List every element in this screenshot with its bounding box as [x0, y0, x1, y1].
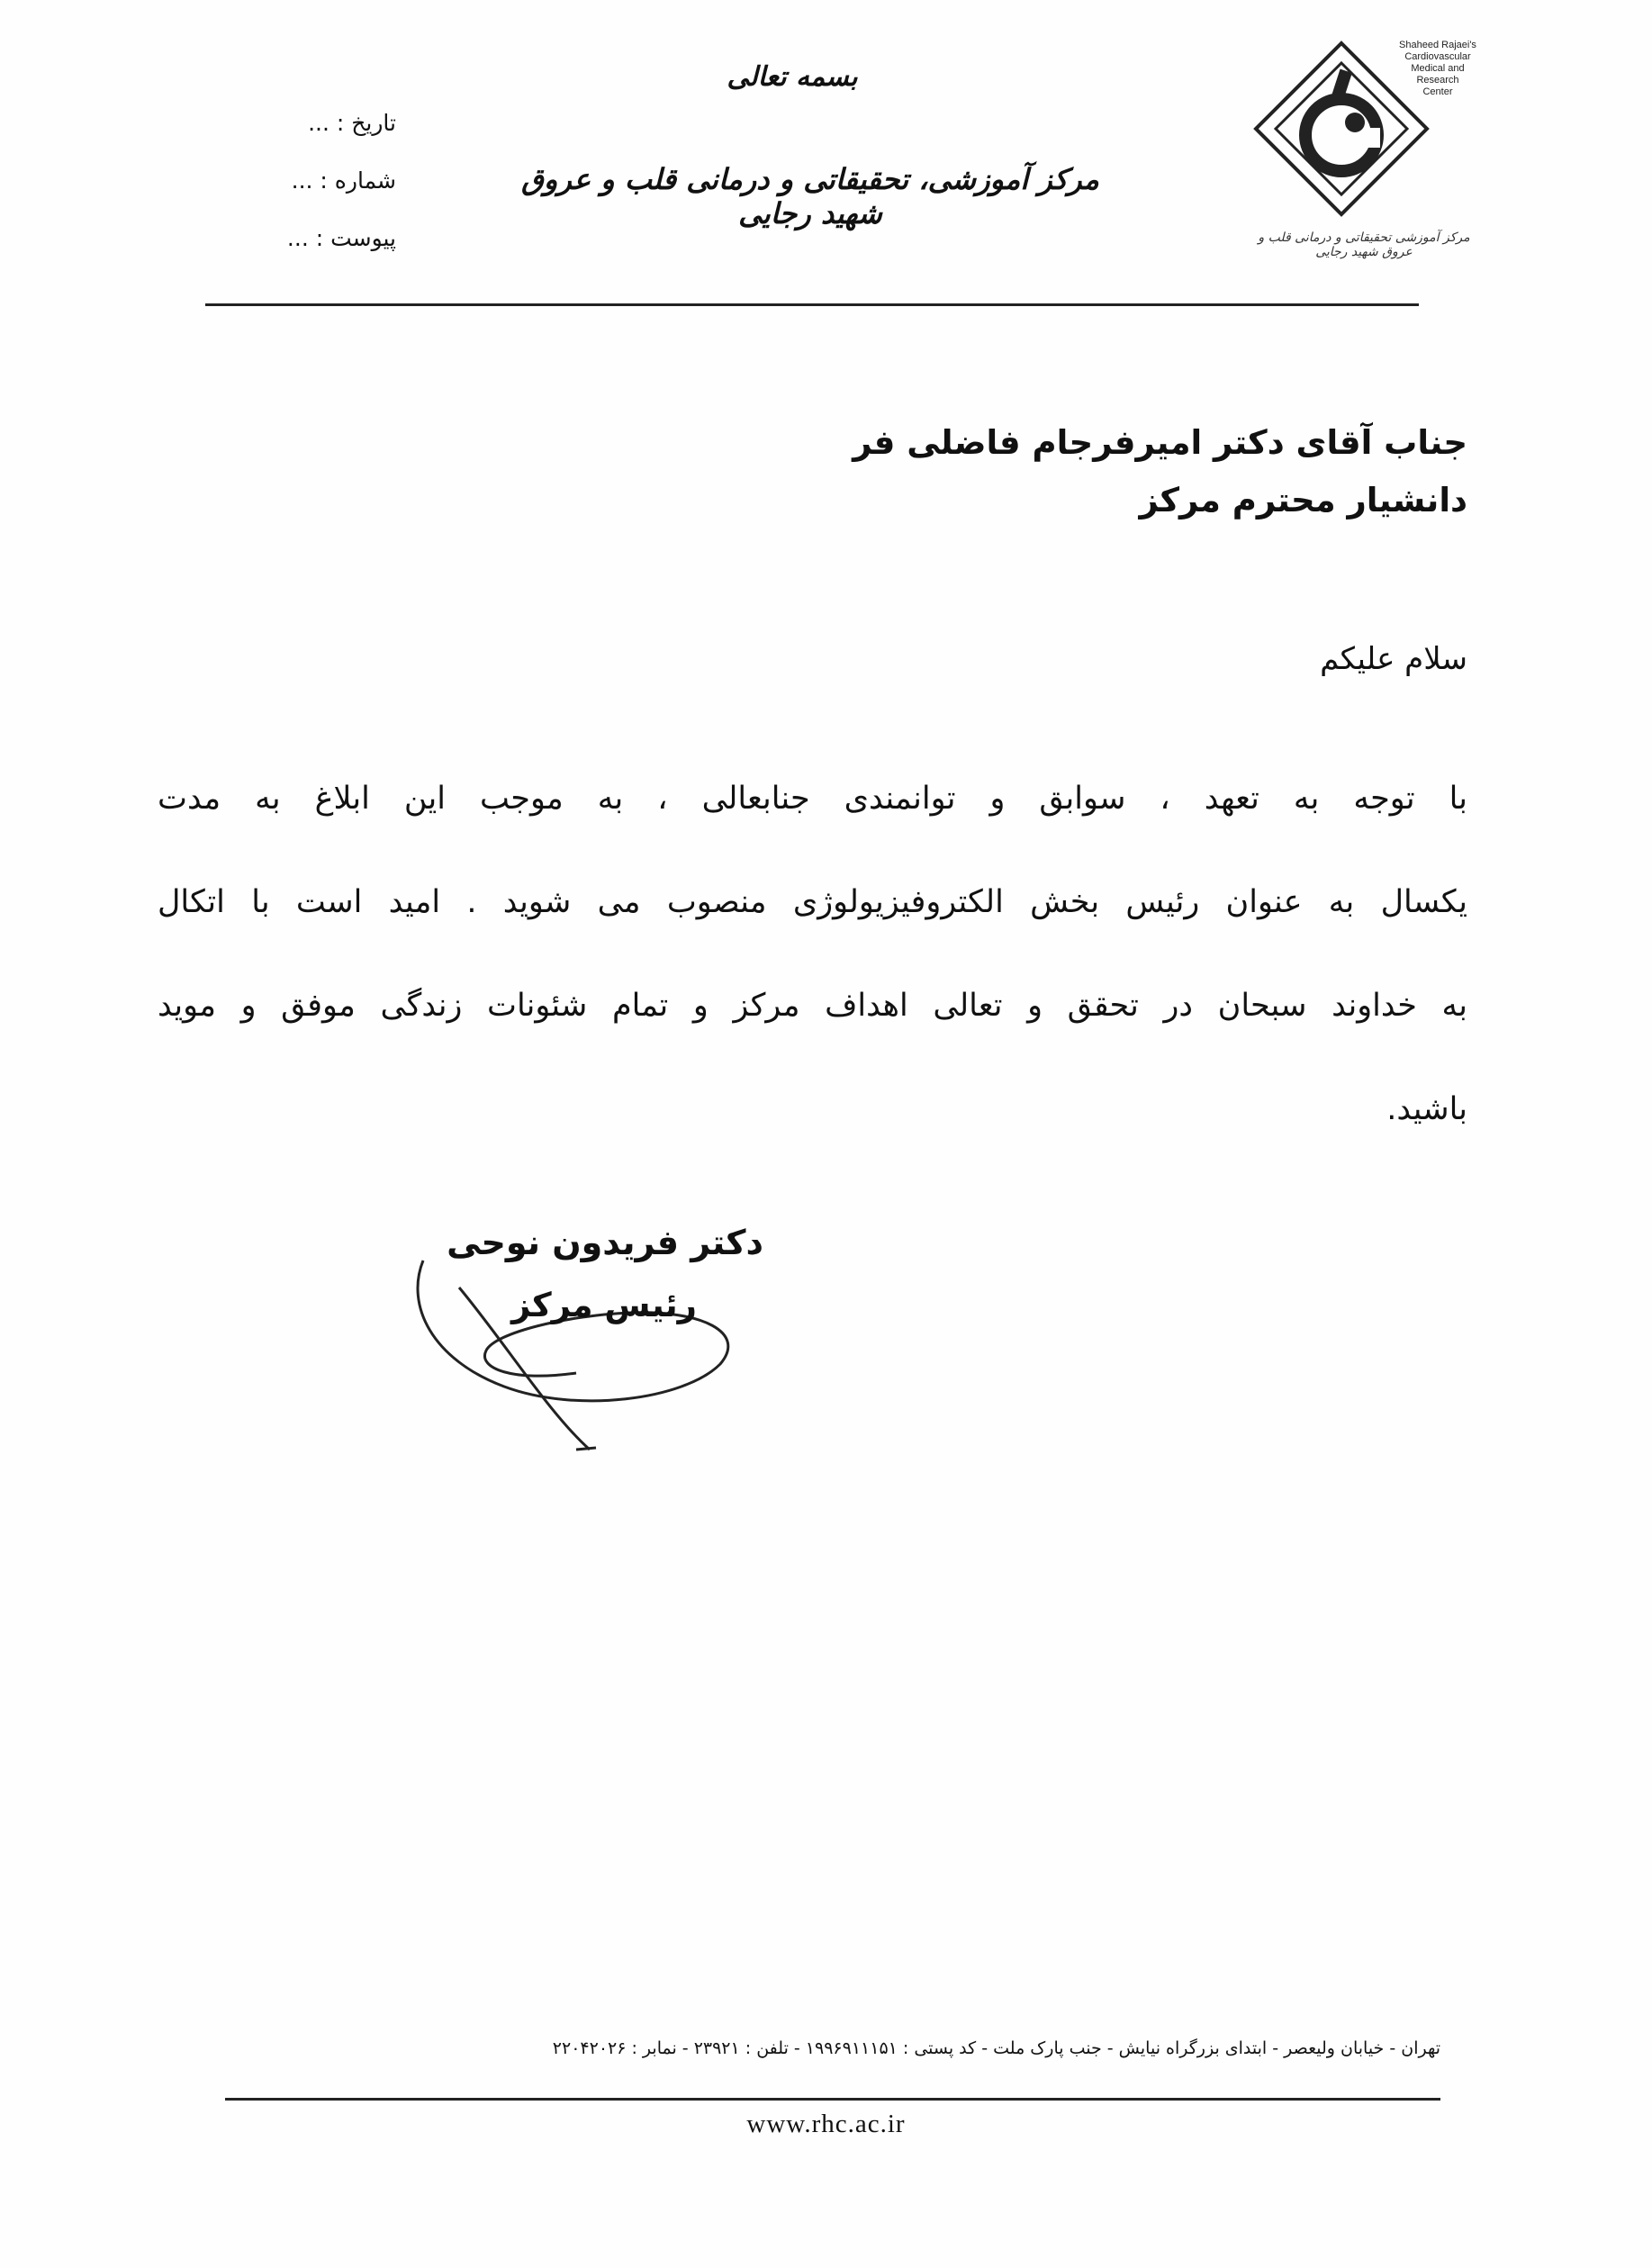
date-field: تاریخ : ... [308, 110, 396, 136]
greeting: سلام علیکم [1320, 641, 1467, 677]
header-divider [205, 303, 1419, 306]
attachment-field: پیوست : ... [286, 225, 396, 251]
logo-persian-text: مرکز آموزشی تحقیقاتی و درمانی قلب و عروق شهید رجایی [1258, 230, 1470, 259]
letter-body [158, 747, 1467, 1161]
basmala-heading: بسمه تعالی [727, 61, 858, 93]
signatory-name: دکتر فریدون نوحی [447, 1223, 763, 1262]
footer-divider [225, 2098, 1440, 2101]
body-line: به خداوند سبحان در تحقق و تعالی اهداف مرکز و تمام شئونات زندگی موفق و موید [158, 988, 1467, 1024]
body-line: با توجه به تعهد ، سوابق و توانمندی جنابعالی ، به موجب این ابلاغ به مدت [158, 781, 1467, 817]
recipient-block [630, 414, 1467, 529]
logo-english-text: Shaheed Rajaei's Cardiovascular Medical and Research Center [1399, 40, 1476, 97]
letter-meta [252, 110, 396, 283]
signature-block [396, 1206, 774, 1468]
footer-address: تهران - خیابان ولیعصر - ابتدای بزرگراه نیایش - جنب پارک ملت - کد پستی : ۱۹۹۶۹۱۱۱۵۱ - تلفن : ۲۳۹۲۱ - نمابر : ۲۲۰۴۲۰۲۶ [552, 2038, 1440, 2058]
center-name-heading: مرکز آموزشی، تحقیقاتی و درمانی قلب و عروق شهید رجایی [521, 162, 1099, 230]
body-line: یکسال به عنوان رئیس بخش الکتروفیزیولوژی منصوب می شوید . امید است با اتکال [158, 884, 1467, 920]
number-field: شماره : ... [291, 167, 396, 194]
center-logo [1247, 34, 1481, 259]
recipient-position: دانشیار محترم مرکز [1139, 481, 1467, 520]
footer-website: www.rhc.ac.ir [746, 2110, 906, 2138]
body-line: باشید. [1386, 1091, 1467, 1127]
signatory-title: رئیس مرکز [511, 1286, 697, 1324]
recipient-name: جناب آقای دکتر امیرفرجام فاضلی فر [853, 423, 1467, 462]
